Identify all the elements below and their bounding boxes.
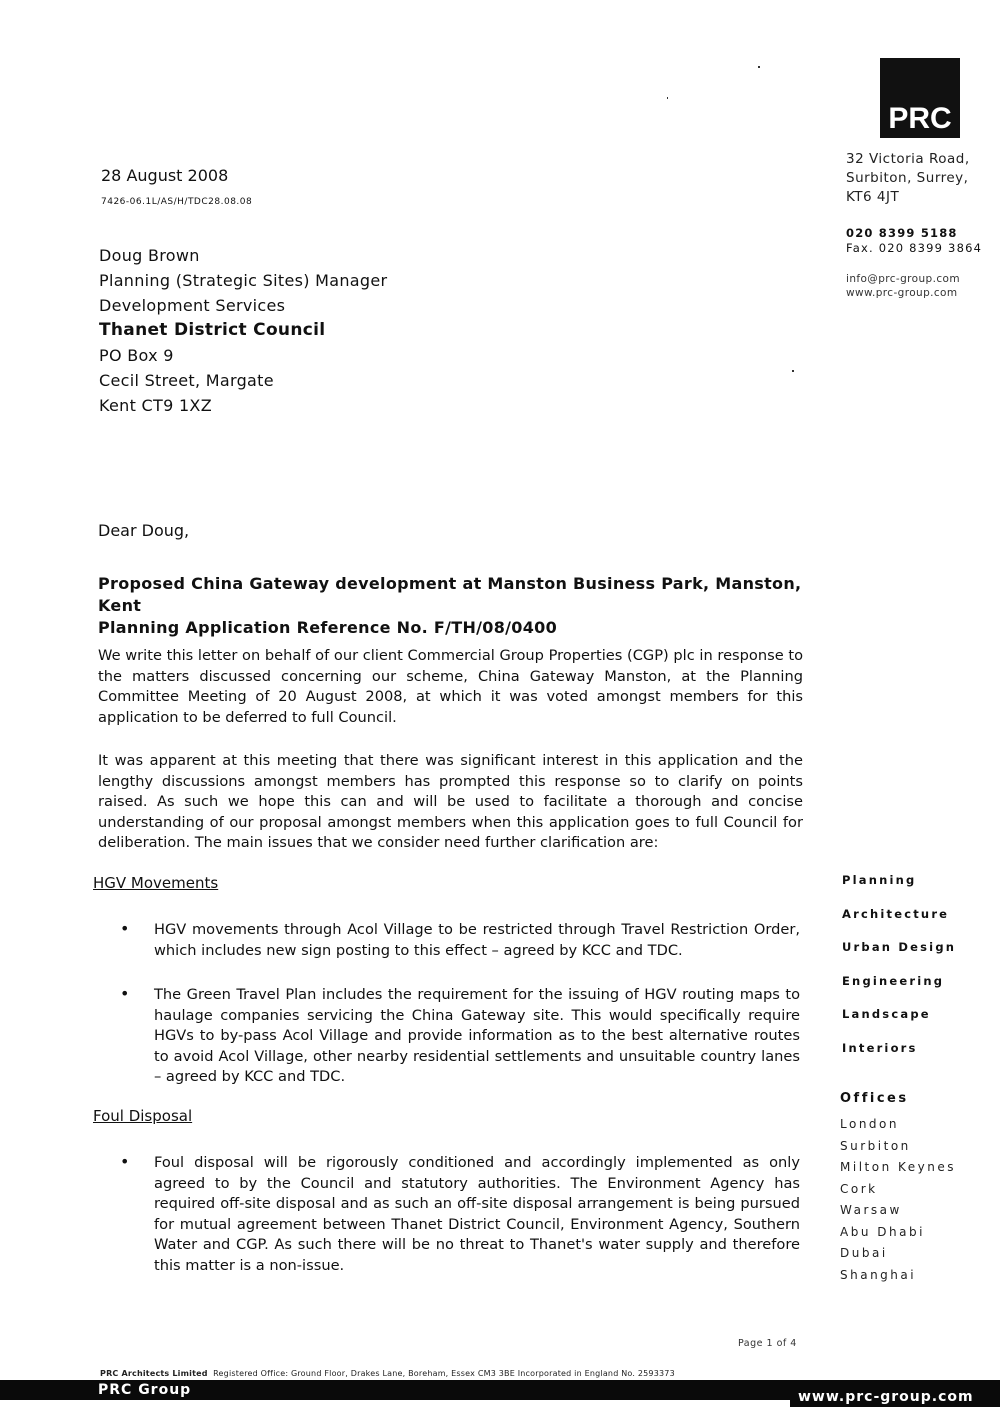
body-paragraph: It was apparent at this meeting that there was significant interest in this application and the lengthy discussions amongst members has prompted this response so to clarify on points raised. As such we hope this can and will be used to facilitate a thorough and concise understanding of our proposal amongst members when this application goes to full Council for deliberation. The main issues that we consider need further clarification are:: [98, 752, 803, 852]
logo-text: PRC: [888, 102, 952, 135]
footer-website: www.prc-group.com: [798, 1389, 974, 1405]
prc-logo: [880, 58, 960, 138]
office-item: Dubai: [840, 1246, 888, 1260]
recipient-address-line: Kent CT9 1XZ: [99, 396, 212, 415]
recipient-title: Planning (Strategic Sites) Manager: [99, 271, 388, 290]
phone-number: 020 8399 5188: [846, 226, 958, 240]
bullet-icon: •: [120, 984, 130, 1003]
website-address: www.prc-group.com: [846, 287, 958, 299]
bullet-icon: •: [120, 1152, 130, 1171]
bullet-icon: •: [120, 919, 130, 938]
scan-speck: [758, 66, 760, 68]
recipient-organisation: Thanet District Council: [99, 320, 326, 340]
recipient-block: [99, 243, 387, 418]
service-item: Engineering: [842, 973, 945, 988]
scan-speck: [667, 97, 668, 99]
letter-date: 28 August 2008: [101, 166, 229, 185]
recipient-department: Development Services: [99, 296, 286, 315]
office-item: Cork: [840, 1181, 878, 1196]
subject-line: Planning Application Reference No. F/TH/08/0400: [98, 618, 558, 637]
service-item: Landscape: [842, 1007, 931, 1021]
service-item: Planning: [842, 873, 917, 887]
recipient-name: Doug Brown: [99, 246, 200, 265]
office-item: Milton Keynes: [840, 1160, 956, 1174]
office-item: Warsaw: [840, 1203, 902, 1217]
company-address: [846, 150, 970, 207]
contact-web: [846, 272, 960, 300]
recipient-address-line: Cecil Street, Margate: [99, 371, 274, 390]
office-item: London: [840, 1117, 899, 1131]
footer-company: PRC Architects Limited: [100, 1369, 208, 1378]
services-list: [842, 864, 956, 1065]
footer-legal-text: Registered Office: Ground Floor, Drakes Lane, Boreham, Essex CM3 3BE Incorporated in England No. 2593373: [213, 1369, 675, 1378]
service-item: Interiors: [842, 1040, 918, 1055]
letter-reference: 7426-06.1L/AS/H/TDC28.08.08: [101, 197, 253, 207]
list-item-text: The Green Travel Plan includes the requirement for the issuing of HGV routing maps to haulage companies servicing the China Gateway site. This would specifically require HGVs to by-pass Acol Village and provide information as to the best alternative routes to avoid Acol Village, other nearby residential settlements and unsuitable country lanes – agreed by KCC and TDC.: [154, 986, 800, 1086]
section-heading-hgv: HGV Movements: [93, 874, 219, 892]
contact-numbers: [846, 226, 982, 256]
subject-line: Proposed China Gateway development at Manston Business Park, Manston, Kent: [98, 574, 802, 615]
footer-brand: PRC Group: [98, 1382, 192, 1398]
offices-title: Offices: [840, 1091, 909, 1106]
footer-legal: [100, 1369, 675, 1378]
service-item: Architecture: [842, 906, 950, 921]
office-item: Shanghai: [840, 1267, 917, 1282]
offices-list: [840, 1114, 956, 1286]
address-line: 32 Victoria Road,: [846, 151, 970, 167]
subject-heading: [98, 573, 818, 639]
page-number: Page 1 of 4: [738, 1338, 797, 1349]
scan-speck: [792, 370, 794, 372]
service-item: Urban Design: [842, 940, 957, 954]
salutation: Dear Doug,: [98, 521, 190, 540]
recipient-address-line: PO Box 9: [99, 346, 174, 365]
body-paragraph: We write this letter on behalf of our client Commercial Group Properties (CGP) plc in response to the matters discussed concerning our scheme, China Gateway Manston, at the Planning Committee Meeting of 20 August 2008, at which it was voted amongst members for this application to be deferred to full Council.: [98, 647, 803, 726]
office-item: Surbiton: [840, 1138, 911, 1153]
address-line: Surbiton, Surrey,: [846, 170, 969, 186]
email-address: info@prc-group.com: [846, 273, 960, 285]
office-item: Abu Dhabi: [840, 1224, 925, 1239]
address-line: KT6 4JT: [846, 189, 900, 205]
list-item-text: Foul disposal will be rigorously conditioned and accordingly implemented as only agreed to by the Council and statutory authorities. The Environment Agency has required off-site disposal and as such an off-site disposal arrangement is being pursued for mutual agreement between Thanet District Council, Environment Agency, Southern Water and CGP. As such there will be no threat to Thanet's water supply and therefore this matter is a non-issue.: [154, 1154, 800, 1274]
list-item-text: HGV movements through Acol Village to be restricted through Travel Restriction Order, which includes new sign posting to this effect – agreed by KCC and TDC.: [154, 921, 800, 959]
section-heading-foul: Foul Disposal: [93, 1107, 193, 1125]
fax-number: Fax. 020 8399 3864: [846, 241, 983, 255]
